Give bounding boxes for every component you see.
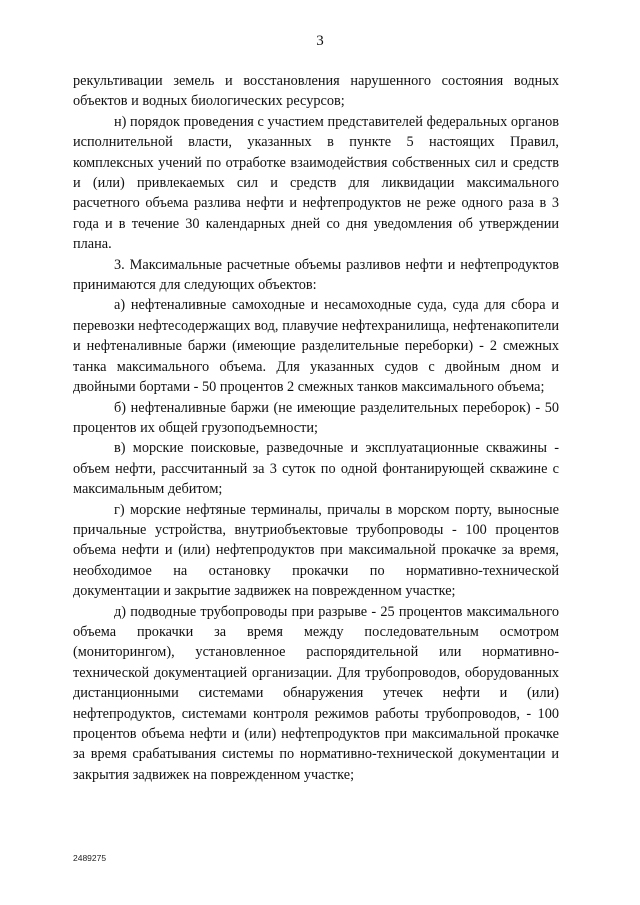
paragraph-item-g: г) морские нефтяные терминалы, причалы в морском порту, выносные причальные устройства, внутриобъектовые трубопроводы - 100 процентов объема нефти и (или) нефтепродуктов при максимальной прокачке за время, необходимое на остановку прокачки по нормативно-технической документации и закрытие задвижек на поврежденном участке; [73,501,559,600]
paragraph-continuation: рекультивации земель и восстановления нарушенного состояния водных объектов и водных биологических ресурсов; [73,73,559,110]
paragraph-item-a: а) нефтеналивные самоходные и несамоходные суда, суда для сбора и перевозки нефтесодержащих вод, плавучие нефтехранилища, нефтенакопители и нефтеналивные баржи (имеющие разделительные переборки) - 2 смежных танка максимального объема. Для указанных судов с двойным дном и двойными бортами - 50 процентов 2 смежных танков максимального объема; [73,297,559,396]
paragraph-item-b: б) нефтеналивные баржи (не имеющие разделительных переборок) - 50 процентов их общей грузоподъемности; [73,399,559,436]
document-body [73,71,559,785]
paragraph-section-3: 3. Максимальные расчетные объемы разливов нефти и нефтепродуктов принимаются для следующих объектов: [73,256,559,294]
paragraph-item-d: д) подводные трубопроводы при разрыве - 25 процентов максимального объема прокачки за время между последовательным осмотром (мониторингом), установленное распорядительной или нормативно-технической документацией организации. Для трубопроводов, оборудованных дистанционными системами обнаружения утечек нефти и (или) нефтепродуктов, системами контроля режимов работы трубопроводов, - 100 процентов объема нефти и (или) нефтепродуктов при максимальной прокачке за время срабатывания системы по нормативно-технической документации и закрытия задвижек на поврежденном участке; [73,603,559,783]
page-number: 3 [316,33,324,49]
document-id: 2489275 [73,853,107,863]
paragraph-item-v: в) морские поисковые, разведочные и эксплуатационные скважины - объем нефти, рассчитанный за 3 суток по одной фонтанирующей скважине с максимальным дебитом; [73,440,559,498]
paragraph-item-n: н) порядок проведения с участием представителей федеральных органов исполнительной власти, указанных в пункте 5 настоящих Правил, комплексных учений по отработке взаимодействия собственных сил и средств и (или) привлекаемых сил и средств для ликвидации максимального расчетного объема разлива нефти и нефтепродуктов не реже одного раза в 3 года и в течение 30 календарных дней со дня уведомления об утверждении плана. [73,113,559,253]
